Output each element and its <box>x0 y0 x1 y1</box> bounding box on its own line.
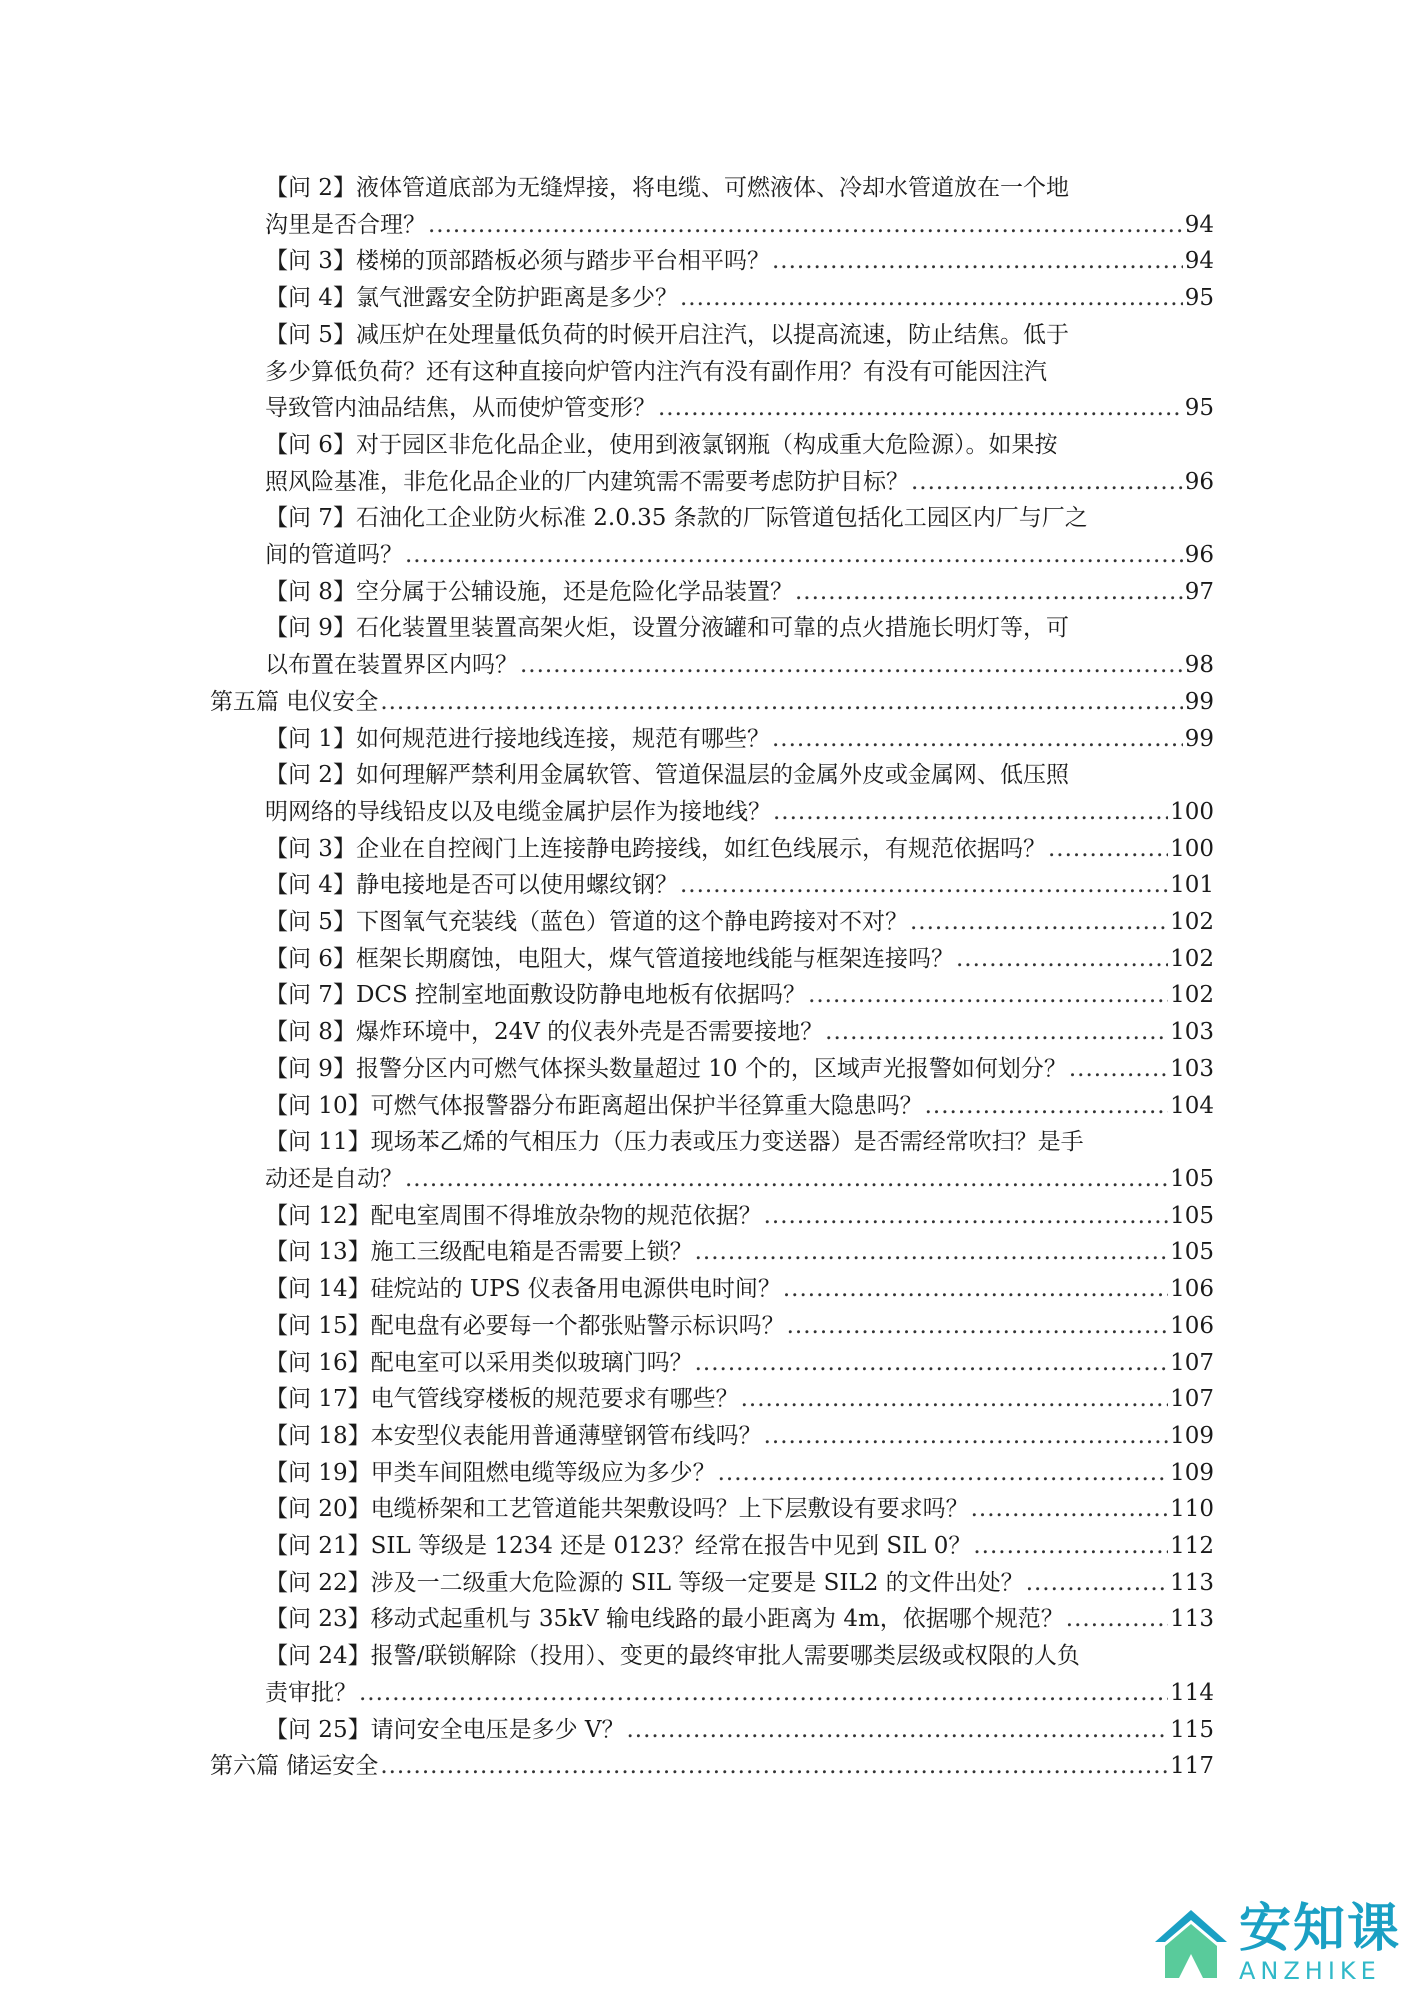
toc-question[interactable] <box>210 1234 1214 1271</box>
page-number: 107 <box>1170 1349 1214 1376</box>
dot-leader <box>718 1455 1169 1492</box>
toc-question[interactable] <box>210 1381 1214 1418</box>
toc-entry-text: 【问 13】施工三级配电箱是否需要上锁？ <box>265 1239 693 1266</box>
page-number: 99 <box>1184 688 1214 715</box>
dot-leader <box>973 1528 1168 1565</box>
toc-entry-text: 【问 5】下图氧气充装线（蓝色）管道的这个静电跨接对不对？ <box>265 909 908 936</box>
dot-leader <box>380 684 1182 721</box>
toc-question[interactable] <box>210 904 1214 941</box>
toc-question[interactable] <box>210 574 1214 611</box>
page-number: 110 <box>1170 1496 1214 1523</box>
toc-entry-text: 沟里是否合理？ <box>265 211 426 238</box>
dot-leader <box>787 1308 1169 1345</box>
toc-entry-text: 【问 17】电气管线穿楼板的规范要求有哪些？ <box>265 1386 739 1413</box>
page-number: 106 <box>1170 1312 1214 1339</box>
dot-leader <box>680 280 1183 317</box>
toc-entry-text: 【问 8】爆炸环境中，24V 的仪表外壳是否需要接地？ <box>265 1019 824 1046</box>
toc-entry-text: 【问 3】楼梯的顶部踏板必须与踏步平台相平吗？ <box>265 248 770 275</box>
toc-entry-text: 【问 21】SIL 等级是 1234 还是 0123？经常在报告中见到 SIL 0？ <box>265 1533 972 1560</box>
dot-leader <box>808 977 1168 1014</box>
toc-entry-text: 【问 16】配电室可以采用类似玻璃门吗？ <box>265 1349 693 1376</box>
page-number: 104 <box>1170 1092 1214 1119</box>
toc-question[interactable] <box>210 977 1214 1014</box>
page-number: 114 <box>1170 1679 1214 1706</box>
page-number: 96 <box>1184 468 1214 495</box>
page-number: 107 <box>1170 1386 1214 1413</box>
toc-entry-text: 责审批？ <box>265 1679 357 1706</box>
toc-entry-text: 导致管内油品结焦，从而使炉管变形？ <box>265 395 656 422</box>
page-number: 102 <box>1170 945 1214 972</box>
toc-entry-text: 动还是自动？ <box>265 1165 403 1192</box>
toc-chapter[interactable] <box>210 684 1214 721</box>
page-number: 115 <box>1170 1716 1214 1743</box>
toc-entry-text: 【问 11】现场苯乙烯的气相压力（压力表或压力变送器）是否需经常吹扫？是手 <box>265 1129 1084 1156</box>
dot-leader <box>1069 1051 1168 1088</box>
page-number: 105 <box>1170 1239 1214 1266</box>
dot-leader <box>695 1345 1169 1382</box>
toc-entry-text: 【问 2】如何理解严禁利用金属软管、管道保温层的金属外皮或金属网、低压照 <box>265 762 1069 789</box>
toc-entry-text: 【问 12】配电室周围不得堆放杂物的规范依据？ <box>265 1202 762 1229</box>
toc-entry-text: 【问 1】如何规范进行接地线连接，规范有哪些？ <box>265 725 770 752</box>
toc-entry-text: 第六篇 储运安全 <box>210 1753 379 1780</box>
logo-chinese-text: 安知课 <box>1238 1899 1401 1959</box>
toc-question[interactable] <box>210 1345 1214 1382</box>
dot-leader <box>910 904 1168 941</box>
page-number: 112 <box>1170 1533 1214 1560</box>
logo-english-text: ANZHIKE <box>1238 1957 1381 1985</box>
table-of-contents <box>210 170 1214 1785</box>
toc-entry-text: 【问 6】对于园区非危化品企业，使用到液氯钢瓶（构成重大危险源）。如果按 <box>265 431 1058 458</box>
toc-question[interactable] <box>210 1124 1214 1197</box>
toc-question[interactable] <box>210 757 1214 830</box>
toc-entry-text: 【问 15】配电盘有必要每一个都张贴警示标识吗？ <box>265 1312 785 1339</box>
toc-entry-text: 【问 9】石化装置里装置高架火炬，设置分液罐和可靠的点火措施长明灯等，可 <box>265 615 1069 642</box>
toc-entry-text: 【问 4】氯气泄露安全防护距离是多少？ <box>265 285 678 312</box>
toc-entry-text: 【问 7】DCS 控制室地面敷设防静电地板有依据吗？ <box>265 982 807 1009</box>
page-number: 101 <box>1170 872 1214 899</box>
page-number: 96 <box>1184 542 1214 569</box>
toc-question[interactable] <box>210 1491 1214 1528</box>
toc-entry-text: 明网络的导线铅皮以及电缆金属护层作为接地线？ <box>265 798 771 825</box>
page-number: 99 <box>1184 725 1214 752</box>
toc-entry-text: 【问 4】静电接地是否可以使用螺纹钢？ <box>265 872 678 899</box>
dot-leader <box>359 1675 1168 1712</box>
toc-question[interactable] <box>210 170 1214 243</box>
toc-question[interactable] <box>210 1418 1214 1455</box>
dot-leader <box>764 1418 1169 1455</box>
toc-entry-text: 【问 25】请问安全电压是多少 V？ <box>265 1716 625 1743</box>
page-number: 117 <box>1170 1753 1214 1780</box>
toc-entry-text: 【问 9】报警分区内可燃气体探头数量超过 10 个的，区域声光报警如何划分？ <box>265 1055 1067 1082</box>
dot-leader <box>783 1271 1168 1308</box>
dot-leader <box>428 207 1183 244</box>
dot-leader <box>1066 1601 1168 1638</box>
toc-entry-text: 【问 22】涉及一二级重大危险源的 SIL 等级一定要是 SIL2 的文件出处？ <box>265 1569 1024 1596</box>
page-number: 100 <box>1170 798 1214 825</box>
toc-entry-text: 【问 5】减压炉在处理量低负荷的时候开启注汽，以提高流速，防止结焦。低于 <box>265 321 1069 348</box>
dot-leader <box>764 1198 1169 1235</box>
page-number: 105 <box>1170 1165 1214 1192</box>
toc-entry-text: 以布置在装置界区内吗？ <box>265 652 518 679</box>
page-number: 95 <box>1184 395 1214 422</box>
dot-leader <box>695 1234 1169 1271</box>
dot-leader <box>772 721 1183 758</box>
dot-leader <box>1026 1565 1168 1602</box>
toc-entry-text: 【问 3】企业在自控阀门上连接静电跨接线，如红色线展示，有规范依据吗？ <box>265 835 1046 862</box>
page-number: 95 <box>1184 285 1214 312</box>
dot-leader <box>658 390 1183 427</box>
dot-leader <box>741 1381 1169 1418</box>
page-number: 102 <box>1170 982 1214 1009</box>
toc-entry-text: 【问 10】可燃气体报警器分布距离超出保护半径算重大隐患吗？ <box>265 1092 923 1119</box>
dot-leader <box>405 537 1183 574</box>
toc-question[interactable] <box>210 1528 1214 1565</box>
house-logo-icon <box>1151 1904 1231 1984</box>
toc-question[interactable] <box>210 721 1214 758</box>
toc-question[interactable] <box>210 317 1214 427</box>
toc-question[interactable] <box>210 1455 1214 1492</box>
toc-question[interactable] <box>210 1565 1214 1602</box>
toc-chapter[interactable] <box>210 1748 1214 1785</box>
toc-entry-text: 间的管道吗？ <box>265 542 403 569</box>
toc-question[interactable] <box>210 243 1214 280</box>
toc-entry-text: 【问 7】石油化工企业防火标准 2.0.35 条款的厂际管道包括化工园区内厂与厂之 <box>265 505 1088 532</box>
toc-question[interactable] <box>210 1601 1214 1638</box>
page-number: 109 <box>1170 1459 1214 1486</box>
page-number: 97 <box>1184 578 1214 605</box>
dot-leader <box>825 1014 1168 1051</box>
page-number: 100 <box>1170 835 1214 862</box>
toc-entry-text: 【问 20】电缆桥架和工艺管道能共架敷设吗？上下层敷设有要求吗？ <box>265 1496 969 1523</box>
page-number: 105 <box>1170 1202 1214 1229</box>
toc-question[interactable] <box>210 1088 1214 1125</box>
toc-question[interactable] <box>210 1638 1214 1711</box>
toc-question[interactable] <box>210 941 1214 978</box>
toc-question[interactable] <box>210 1014 1214 1051</box>
toc-entry-text: 【问 14】硅烷站的 UPS 仪表备用电源供电时间？ <box>265 1276 781 1303</box>
dot-leader <box>773 794 1168 831</box>
toc-entry-text: 【问 24】报警/联锁解除（投用）、变更的最终审批人需要哪类层级或权限的人负 <box>265 1643 1080 1670</box>
toc-entry-text: 【问 18】本安型仪表能用普通薄壁钢管布线吗？ <box>265 1422 762 1449</box>
toc-question[interactable] <box>210 1308 1214 1345</box>
toc-question[interactable] <box>210 831 1214 868</box>
toc-entry-text: 【问 8】空分属于公辅设施，还是危险化学品装置？ <box>265 578 793 605</box>
page-number: 113 <box>1170 1606 1214 1633</box>
page-number: 113 <box>1170 1569 1214 1596</box>
dot-leader <box>380 1748 1168 1785</box>
toc-question[interactable] <box>210 610 1214 683</box>
toc-question[interactable] <box>210 1712 1214 1749</box>
dot-leader <box>627 1712 1169 1749</box>
page-number: 102 <box>1170 909 1214 936</box>
page-number: 103 <box>1170 1019 1214 1046</box>
toc-entry-text: 【问 6】框架长期腐蚀，电阻大，煤气管道接地线能与框架连接吗？ <box>265 945 954 972</box>
dot-leader <box>680 867 1168 904</box>
toc-entry-text: 【问 19】甲类车间阻燃电缆等级应为多少？ <box>265 1459 716 1486</box>
page-number: 109 <box>1170 1422 1214 1449</box>
dot-leader <box>405 1161 1168 1198</box>
toc-entry-text: 多少算低负荷？还有这种直接向炉管内注汽有没有副作用？有没有可能因注汽 <box>265 358 1047 385</box>
dot-leader <box>911 464 1183 501</box>
toc-entry-text: 照风险基准，非危化品企业的厂内建筑需不需要考虑防护目标？ <box>265 468 909 495</box>
dot-leader <box>520 647 1183 684</box>
toc-question[interactable] <box>210 500 1214 573</box>
anzhike-logo <box>1151 1899 1401 1985</box>
dot-leader <box>795 574 1183 611</box>
dot-leader <box>772 243 1183 280</box>
dot-leader <box>956 941 1168 978</box>
page-number: 94 <box>1184 248 1214 275</box>
page-number: 94 <box>1184 211 1214 238</box>
toc-entry-text: 【问 23】移动式起重机与 35kV 输电线路的最小距离为 4m，依据哪个规范？ <box>265 1606 1064 1633</box>
toc-entry-text: 第五篇 电仪安全 <box>210 688 379 715</box>
toc-question[interactable] <box>210 1198 1214 1235</box>
page-number: 98 <box>1184 652 1214 679</box>
toc-question[interactable] <box>210 427 1214 500</box>
dot-leader <box>971 1491 1169 1528</box>
toc-question[interactable] <box>210 867 1214 904</box>
page-number: 106 <box>1170 1276 1214 1303</box>
dot-leader <box>1048 831 1168 868</box>
toc-question[interactable] <box>210 1051 1214 1088</box>
dot-leader <box>925 1088 1169 1125</box>
toc-question[interactable] <box>210 1271 1214 1308</box>
toc-question[interactable] <box>210 280 1214 317</box>
page-number: 103 <box>1170 1055 1214 1082</box>
toc-entry-text: 【问 2】液体管道底部为无缝焊接，将电缆、可燃液体、冷却水管道放在一个地 <box>265 175 1069 201</box>
